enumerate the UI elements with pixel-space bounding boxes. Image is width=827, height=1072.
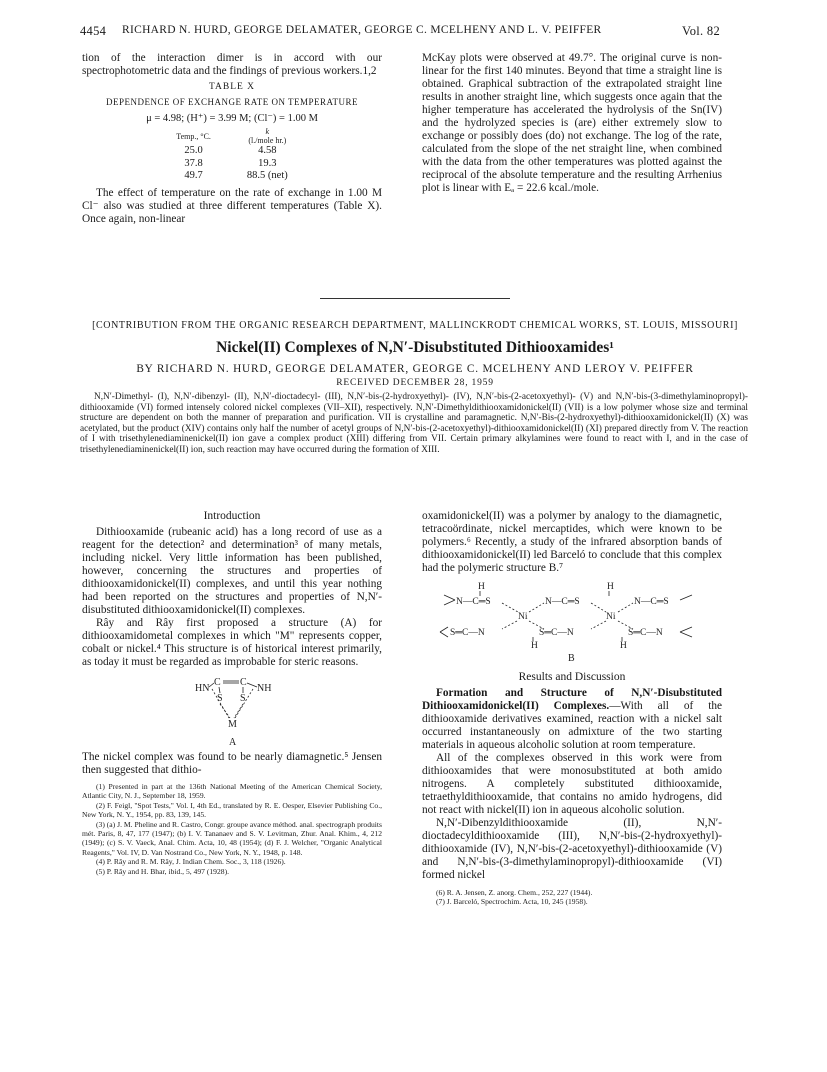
table-cell-temp: 37.8 <box>184 157 203 169</box>
structure-b-atom-ni: Ni <box>606 612 616 622</box>
introduction-heading: Introduction <box>203 510 261 522</box>
table-col-temp-header: Temp., °C. <box>176 131 211 141</box>
structure-a-atom-c1: C <box>214 677 221 688</box>
footnote: (3) (a) J. M. Pheline and R. Castro, Congr. groupe avance méthod. anal. spectrograph produits mét. Paris, 8, 47, 177 (1947); (b) I. V. Tananaev and S. V. Levitman, Zhur. Anal. Khim., 4, 212 (1949); (c) S. V. Vaeck, Anal. Chim. Acta, 10, 48 (1954); (d) F. J. Welcher, "Organic Analytical Reagents," Vol. IV, D. Van Nostrand Co., New York, N. Y., 1948, p. 148. <box>82 819 382 857</box>
structure-a-atom-m: M <box>228 719 237 730</box>
substitution-paragraph: All of the complexes observed in this work were from dithiooxamides that were monosubstituted at both amido nitrogens. A completely substituted dithiooxamide, tetraethyldithiooxamide, that contains no amido hydrogens, did not react with nickel(II) ion in aqueous alcoholic solution. <box>422 752 722 816</box>
right-body-column <box>422 510 722 907</box>
structure-b-atom-ni: Ni <box>518 612 528 622</box>
table-header-row <box>158 127 305 145</box>
results-heading: Results and Discussion <box>518 671 626 683</box>
formation-paragraph <box>422 687 722 752</box>
table-cell-k: 88.5 (net) <box>246 170 288 181</box>
abstract: N,N′-Dimethyl- (I), N,N′-dibenzyl- (II), N,N′-dioctadecyl- (III), N,N′-bis-(2-hydroxyethyl)- (IV), N,N′-bis-(2-acetoxyethyl)- (V) and N,N′-bis-(3-dimethylaminopropyl)-dithiooxamide (VI) formed intensely colored nickel complexes (VII–XII), respectively. N,N′-Dimethyldithiooxamidonickel(II) (VII) is a low polymer whose size and terminal structure are dependent on both the manner of preparation and purification. VII is crystalline and paramagnetic. N,N′-Bis-(2-hydroxyethyl)-dithiooxamidonickel(II) (X) was acetylated, but the product (XIV) contains only half the number of acetyl groups of N,N′-bis-(2-acetoxyethyl)-dithiooxamidonickel(II) (XI) prepared directly from V. The reaction of I with trisethylenediaminenickel(II) ion gave a complex product (XIII) differing from VII. Certain primary alkylamines were found to react with I, and in the case of trisethylenediaminenickel(II) ion, such reaction may have occurred during the formation of XIII. <box>80 392 748 455</box>
table-cell-k: 4.58 <box>258 145 277 156</box>
prev-article-right-column <box>422 52 722 195</box>
article-separator-rule <box>320 298 510 299</box>
footnote: (6) R. A. Jensen, Z. anorg. Chem., 252, 227 (1944). <box>436 888 593 897</box>
header-authors: RICHARD N. HURD, GEORGE DELAMATER, GEORGE C. MCELHENY AND L. V. PEIFFER <box>122 24 602 36</box>
intro-paragraph-3: The nickel complex was found to be nearly diamagnetic.⁵ Jensen then suggested that dithio- <box>82 751 382 776</box>
structure-b-atom-n: N—C═S <box>545 597 580 607</box>
table-conditions: μ = 4.98; (H⁺) = 3.99 M; (Cl⁻) = 1.00 M <box>146 113 318 124</box>
table-row <box>158 170 305 183</box>
structure-b-atom-h: H <box>531 641 538 651</box>
left-body-column <box>82 510 382 876</box>
complexes-paragraph: N,N′-Dibenzyldithiooxamide (II), N,N′-dioctadecyldithiooxamide (III), N,N′-bis-(2-hydroxyethyl)-dithiooxamide (IV), N,N′-bis-(2-acetoxyethyl)-dithiooxamide (V) and N,N′-bis-(3-dimethylaminopropyl)-dithiooxamide (VI) formed nickel <box>422 817 722 881</box>
header-volume: Vol. 82 <box>682 24 720 38</box>
table-col-k-symbol: k <box>265 127 270 136</box>
structure-b-atom-s: S═C—N <box>628 628 663 638</box>
formation-text: —With all of the dithiooxamide derivatives examined, reaction with a nickel salt occurred instantaneously on admixture of the two starting materials in aqueous alcoholic solution at room temperature. <box>422 700 722 751</box>
structure-b-atom-s: S═C—N <box>450 628 485 638</box>
structure-a-atom-s1: S <box>217 693 223 704</box>
intro-paragraph-1: Dithiooxamide (rubeanic acid) has a long record of use as a reagent for the detection² and determination³ of many metals, including nickel. Very little information has been published, however, concerning the structures and properties of dithiooxamidonickel(II) complexes, and until this year nothing had been reported on the structures and properties of N,N′-disubstituted dithiooxamidonickel(II) complexes. <box>82 526 382 616</box>
article-byline: BY RICHARD N. HURD, GEORGE DELAMATER, GEORGE C. MCELHENY AND LEROY V. PEIFFER <box>136 363 694 375</box>
structure-a-label: A <box>229 737 237 748</box>
table-title: TABLE X <box>208 82 256 92</box>
structure-a-atom-s2: S <box>240 693 246 704</box>
footnotes-right <box>422 888 722 907</box>
structure-b-atom-h: H <box>478 582 485 592</box>
table-row <box>158 158 305 171</box>
structure-a-diagram <box>82 669 382 751</box>
jensen-paragraph: oxamidonickel(II) was a polymer by analogy to the diamagnetic, tetracoördinate, nickel mercaptides, which were known to be polymers.⁶ Recently, a study of the infrared absorption bands of dithiooxamidonickel(II) led Barceló to conclude that this complex had the polymeric structure B.⁷ <box>422 510 722 574</box>
table-cell-temp: 49.7 <box>184 170 203 181</box>
structure-b-atom-h: H <box>607 582 614 592</box>
intro-paragraph-2: Rây and Rây first proposed a structure (A) for dithiooxamidometal complexes in which "M" represents copper, cobalt or nickel.⁴ This structure is of historical interest primarily, as today it must be regarded as improbable for steric reasons. <box>82 617 382 668</box>
page-number: 4454 <box>80 24 107 38</box>
prev-article-left-column <box>82 52 382 226</box>
received-date: RECEIVED DECEMBER 28, 1959 <box>336 378 494 388</box>
temperature-paragraph: The effect of temperature on the rate of exchange in 1.00 M Cl⁻ also was studied at three different temperatures (Table X). Once again, non-linear <box>82 186 382 225</box>
table-subtitle: DEPENDENCE OF EXCHANGE RATE ON TEMPERATURE <box>105 97 359 107</box>
table-row <box>158 145 305 158</box>
structure-a-atom-hn: HN <box>195 683 210 694</box>
formation-subheading: Formation and Structure of N,N′-Disubstituted Dithiooxamidonickel(II) Complexes. <box>422 687 722 712</box>
table-cell-k: 19.3 <box>258 157 277 169</box>
prev-article-text: tion of the interaction dimer is in accord with our spectrophotometric data and the findings of previous workers.1,2 <box>82 52 382 77</box>
structure-b-atom-n: N—C═S <box>634 597 669 607</box>
arrhenius-paragraph: McKay plots were observed at 49.7°. The original curve is non-linear for the first 140 minutes. Beyond that time a straight line is obtained. Graphical subtraction of the extrapolated straight line results in another straight line, which suggests once again that the higher temperature has accelerated the hydrolysis of the Sn(IV) and the hydrolyzed species is (are) either extremely slow to exchange or possibly does (do) not exchange. The log of the rate, calculated from the slope of the net straight line, when combined with the data from the other temperatures was plotted against the reciprocal of the absolute temperature and the resulting Arrhenius plot is linear with Eₐ = 22.6 kcal./mole. <box>422 52 722 194</box>
footnote: (5) P. Rây and H. Bhar, ibid., 5, 497 (1928). <box>96 866 229 876</box>
structure-b-atom-s: S═C—N <box>539 628 574 638</box>
footnote: (4) P. Rây and R. M. Rây, J. Indian Chem. Soc., 3, 118 (1926). <box>96 857 286 867</box>
structure-b-atom-n: N—C═S <box>456 597 491 607</box>
footnote: (2) F. Feigl, "Spot Tests," Vol. I, 4th Ed., translated by R. E. Oesper, Elsevier Publishing Co., New York, N. Y., 1954, pp. 83, 139, 145. <box>82 800 382 820</box>
exchange-rate-table <box>158 127 305 183</box>
structure-a-atom-nh: NH <box>257 683 272 694</box>
structure-b-label: B <box>568 653 575 663</box>
contribution-line: [CONTRIBUTION FROM THE ORGANIC RESEARCH DEPARTMENT, MALLINCKRODT CHEMICAL WORKS, ST. LOUIS, MISSOURI] <box>92 320 738 331</box>
footnote: (7) J. Barceló, Spectrochim. Acta, 10, 245 (1958). <box>436 897 588 907</box>
structure-b-diagram <box>422 577 722 663</box>
footnote: (1) Presented in part at the 136th National Meeting of the American Chemical Society, Atlantic City, N. J., September 18, 1959. <box>82 782 382 801</box>
footnotes-left <box>82 782 382 876</box>
table-cell-temp: 25.0 <box>184 145 203 156</box>
table-col-k-header <box>229 127 306 145</box>
table-col-k-unit: (l./mole hr.) <box>248 136 287 145</box>
structure-b-atom-h: H <box>620 641 627 651</box>
structure-a-atom-c2: C <box>240 677 247 688</box>
article-title: Nickel(II) Complexes of N,N′-Disubstituted Dithiooxamides¹ <box>216 339 614 356</box>
